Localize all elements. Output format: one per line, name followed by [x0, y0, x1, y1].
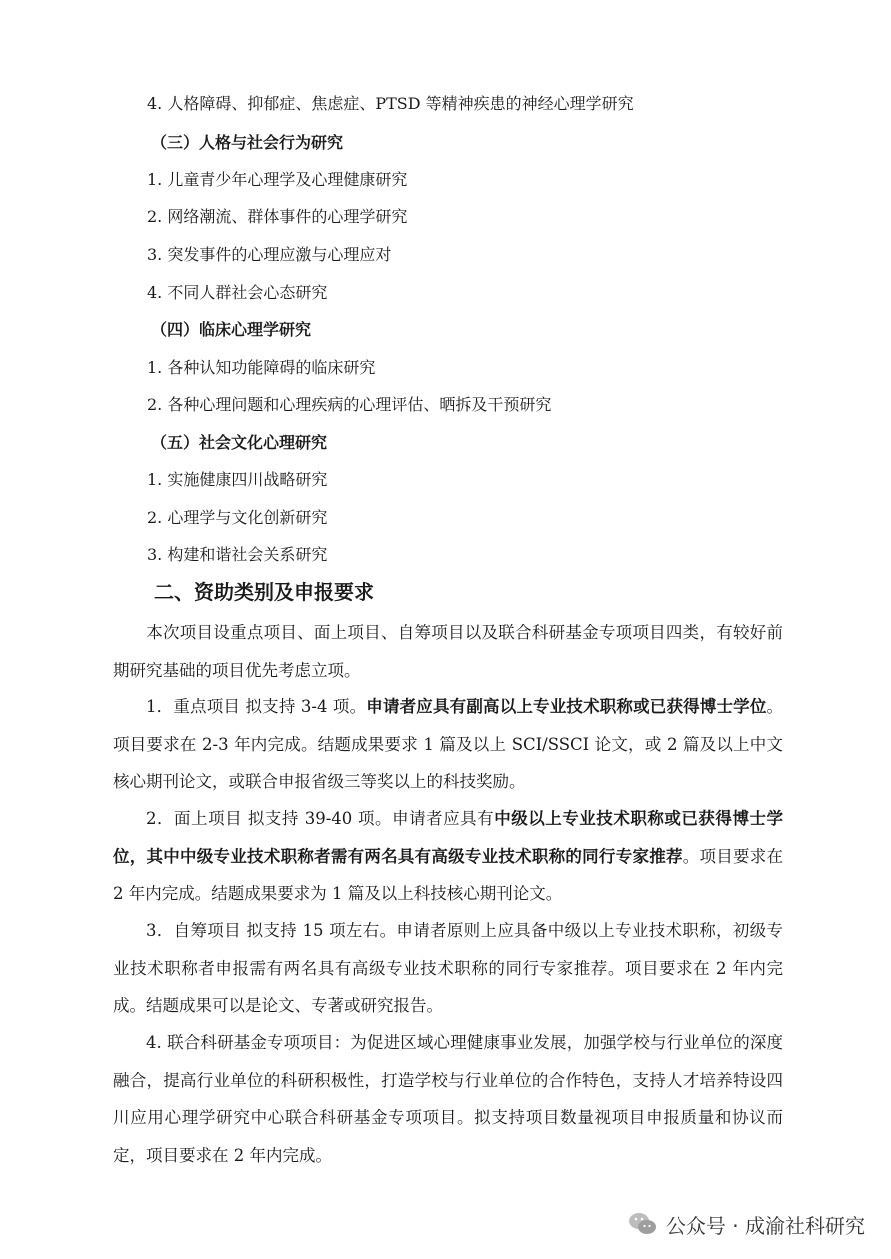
wechat-watermark [628, 1208, 865, 1240]
list-item: 4. 人格障碍、抑郁症、焦虑症、PTSD 等精神疾患的神经心理学研究 [147, 94, 634, 113]
list-item: 1. 各种认知功能障碍的临床研究 [147, 358, 376, 377]
list-item: 2. 心理学与文化创新研究 [147, 508, 328, 527]
section-heading: （四）临床心理学研究 [151, 320, 312, 339]
key-project-requirement: 申请者应具有副高以上专业技术职称或已获得博士学位 [366, 697, 767, 716]
key-project-rest: 。项目要求在 2-3 年内完成。结题成果要求 1 篇及以上 SCI/SSCI 论文，或 2 篇及以上中文核心期刊论文，或联合申报省级三等奖以上的科技奖励。 [113, 697, 784, 791]
part-heading: 二、资助类别及申报要求 [154, 580, 374, 604]
self-funded-paragraph [113, 912, 783, 1025]
wechat-icon [628, 1211, 658, 1237]
intro-paragraph [113, 614, 783, 689]
list-item: 2. 各种心理问题和心理疾病的心理评估、晒拆及干预研究 [147, 395, 552, 414]
section-heading: （五）社会文化心理研究 [151, 433, 328, 452]
general-project-requirement: 中级以上专业技术职称或已获得博士学位，其中中级专业技术职称者需有两名具有高级专业技术职称的同行专家推荐 [113, 809, 783, 866]
intro-text: 本次项目设重点项目、面上项目、自筹项目以及联合科研基金专项项目四类，有较好前期研究基础的项目优先考虑立项。 [113, 623, 783, 680]
self-funded-text: 3．自筹项目 拟支持 15 项左右。申请者原则上应具备中级以上专业技术职称，初级专业技术职称者申报需有两名具有高级专业技术职称的同行专家推荐。项目要求在 2 年内完成。结题成果可以是论文、专著或研究报告。 [113, 921, 783, 1015]
general-project-lead: 2．面上项目 拟支持 39-40 项。申请者应具有 [146, 809, 495, 828]
joint-fund-text: 4. 联合科研基金专项项目：为促进区域心理健康事业发展，加强学校与行业单位的深度融合，提高行业单位的科研积极性，打造学校与行业单位的合作特色，支持人才培养特设四川应用心理学研究中心联合科研基金专项项目。拟支持项目数量视项目申报质量和协议而定，项目要求在 2 年内完成。 [113, 1033, 783, 1165]
joint-fund-paragraph [113, 1024, 783, 1174]
general-project-rest: 。项目要求在 2 年内完成。结题成果要求为 1 篇及以上科技核心期刊论文。 [113, 846, 784, 903]
section-heading: （三）人格与社会行为研究 [151, 133, 344, 152]
list-item: 3. 构建和谐社会关系研究 [147, 545, 328, 564]
key-project-lead: 1．重点项目 拟支持 3-4 项。 [146, 697, 367, 716]
key-project-paragraph [113, 688, 783, 801]
list-item: 4. 不同人群社会心态研究 [147, 283, 328, 302]
general-project-paragraph [113, 800, 783, 913]
list-item: 3. 突发事件的心理应激与心理应对 [147, 245, 392, 264]
watermark-text: 公众号 · 成渝社科研究 [665, 1213, 865, 1238]
list-item: 1. 实施健康四川战略研究 [147, 470, 328, 489]
list-item: 2. 网络潮流、群体事件的心理学研究 [147, 207, 408, 226]
list-item: 1. 儿童青少年心理学及心理健康研究 [147, 170, 408, 189]
